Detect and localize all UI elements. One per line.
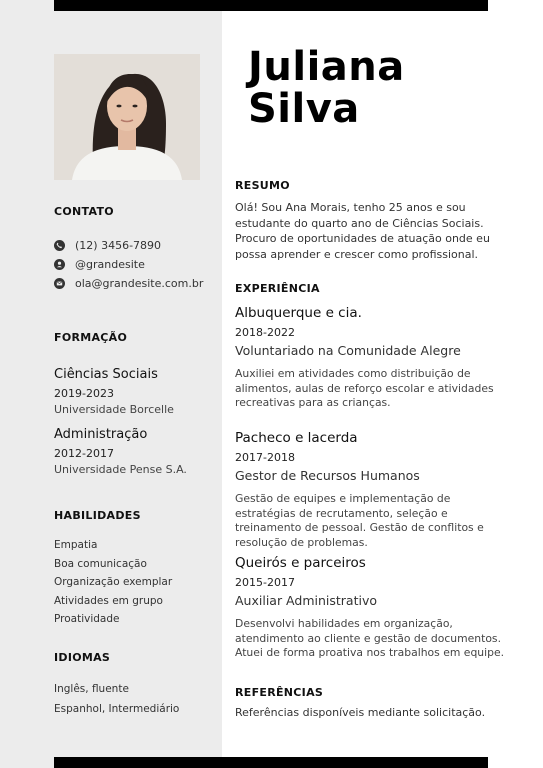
bottom-bar (54, 757, 488, 768)
education-heading: FORMAÇÃO (54, 331, 128, 344)
job-role: Auxiliar Administrativo (235, 593, 378, 608)
handle-text: @grandesite (75, 257, 145, 271)
education-course: Administração (54, 427, 148, 442)
last-name: Silva (248, 86, 360, 132)
list-item: Boa comunicação (54, 557, 147, 570)
job-description: Gestão de equipes e implementação de estratégias de recrutamento, seleção e treinamento de pessoal. Gestão de conflitos e resolução de problemas. (235, 492, 484, 549)
list-item: Organização exemplar (54, 576, 173, 588)
list-item: Espanhol, Intermediário (54, 703, 180, 715)
job-company: Queirós e parceiros (235, 555, 366, 571)
job-role: Gestor de Recursos Humanos (235, 468, 420, 483)
top-bar (54, 0, 488, 11)
references-heading: REFERÊNCIAS (235, 686, 324, 699)
list-item: Proatividade (54, 613, 120, 625)
languages-list (54, 679, 179, 719)
job-description: Desenvolvi habilidades em organização, atendimento ao cliente e gestão de documentos. Atuei de forma proativa nos trabalhos em equipe. (235, 617, 505, 659)
skills-list (54, 536, 172, 629)
contact-heading: CONTATO (54, 205, 114, 218)
contact-handle (54, 257, 145, 271)
contact-email (54, 276, 203, 290)
education-school: Universidade Borcelle (54, 403, 174, 416)
first-name: Juliana (248, 44, 405, 90)
list-item: Inglês, fluente (54, 683, 129, 695)
email-text: ola@grandesite.com.br (75, 276, 204, 290)
profile-photo (54, 54, 200, 180)
experience-heading: EXPERIÊNCIA (235, 282, 320, 295)
list-item: Empatia (54, 539, 98, 551)
full-name (248, 46, 405, 130)
references-text: Referências disponíveis mediante solicitação. (235, 706, 486, 719)
skills-heading: HABILIDADES (54, 509, 141, 522)
phone-icon (54, 240, 65, 251)
job-years: 2015-2017 (235, 576, 295, 589)
job-role: Voluntariado na Comunidade Alegre (235, 343, 461, 358)
contact-phone (54, 238, 161, 252)
education-course: Ciências Sociais (54, 367, 158, 382)
email-icon (54, 278, 65, 289)
user-icon (54, 259, 65, 270)
phone-text: (12) 3456-7890 (75, 238, 162, 252)
job-years: 2018-2022 (235, 326, 295, 339)
job-company: Albuquerque e cia. (235, 305, 362, 321)
list-item: Atividades em grupo (54, 594, 163, 607)
summary-heading: RESUMO (235, 179, 290, 192)
summary-text: Olá! Sou Ana Morais, tenho 25 anos e sou estudante do quarto ano de Ciências Sociais. Procuro de oportunidades de atuação onde eu possa aprender e crescer como profissional. (235, 201, 490, 261)
education-school: Universidade Pense S.A. (54, 463, 187, 476)
education-years: 2012-2017 (54, 447, 114, 460)
education-years: 2019-2023 (54, 387, 114, 400)
languages-heading: IDIOMAS (54, 651, 111, 664)
job-company: Pacheco e lacerda (235, 430, 358, 446)
job-years: 2017-2018 (235, 451, 295, 464)
job-description: Auxiliei em atividades como distribuição de alimentos, aulas de reforço escolar e atividades recreativas para as crianças. (235, 367, 494, 409)
